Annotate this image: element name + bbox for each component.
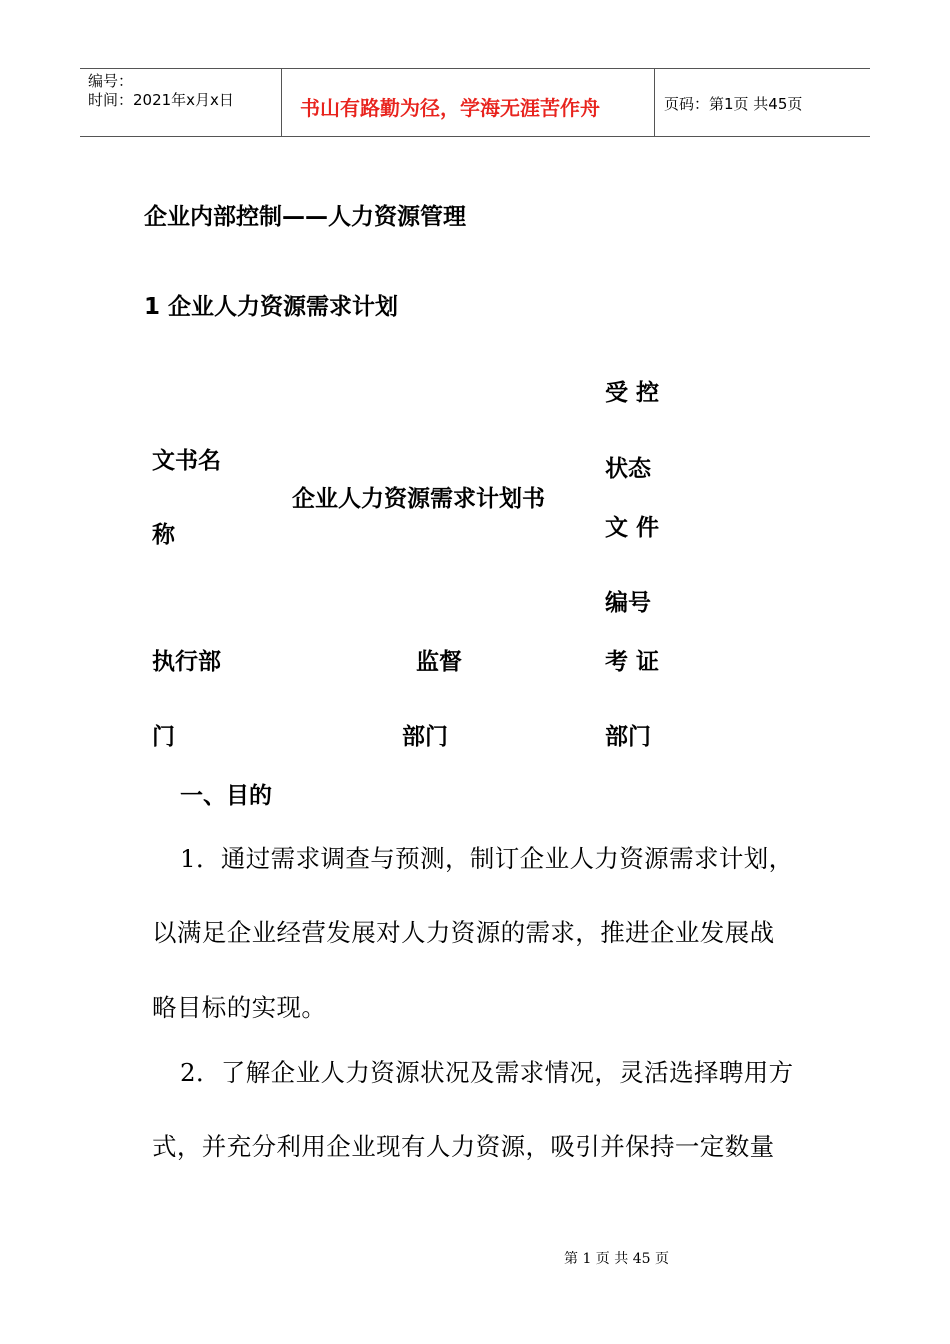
header-motto: 书山有路勤为径，学海无涯苦作舟 xyxy=(300,96,600,120)
file-label-1: 文 件 xyxy=(605,515,660,541)
page-footer: 第 1 页 共 45 页 xyxy=(564,1251,669,1267)
section-title: 1 企业人力资源需求计划 xyxy=(144,294,399,320)
header-top-border xyxy=(80,68,870,69)
supervise-label-1: 监督 xyxy=(416,649,462,675)
audit-label-1: 考 证 xyxy=(605,649,660,675)
document-title: 企业内部控制——人力资源管理 xyxy=(144,204,466,230)
controlled-label-2: 状态 xyxy=(605,456,651,482)
header-time-label: 时间：2021年x月x日 xyxy=(88,91,234,109)
audit-label-2: 部门 xyxy=(605,724,651,750)
controlled-label-1: 受 控 xyxy=(605,380,660,406)
header-page-info: 页码：第1页 共45页 xyxy=(664,95,803,113)
doc-name-label-1: 文书名 xyxy=(152,448,221,474)
heading-purpose: 一、目的 xyxy=(180,783,272,809)
header-divider-2 xyxy=(654,68,655,136)
supervise-label-2: 部门 xyxy=(402,724,448,750)
paragraph-1-line-3: 略目标的实现。 xyxy=(152,993,327,1022)
header-divider-1 xyxy=(281,68,282,136)
doc-name-label-2: 称 xyxy=(152,522,175,548)
paragraph-1-line-1: 1．通过需求调查与预测，制订企业人力资源需求计划， xyxy=(180,844,794,873)
header-number-label: 编号： xyxy=(88,72,134,90)
paragraph-2-line-2: 式，并充分利用企业现有人力资源，吸引并保持一定数量 xyxy=(152,1132,775,1161)
paragraph-1-line-2: 以满足企业经营发展对人力资源的需求，推进企业发展战 xyxy=(152,918,775,947)
file-label-2: 编号 xyxy=(605,590,651,616)
header-bottom-border xyxy=(80,136,870,137)
paragraph-2-line-1: 2．了解企业人力资源状况及需求情况，灵活选择聘用方 xyxy=(180,1058,794,1087)
doc-name-value: 企业人力资源需求计划书 xyxy=(292,486,545,512)
exec-dept-label-2: 门 xyxy=(152,724,175,750)
exec-dept-label-1: 执行部 xyxy=(152,649,221,675)
